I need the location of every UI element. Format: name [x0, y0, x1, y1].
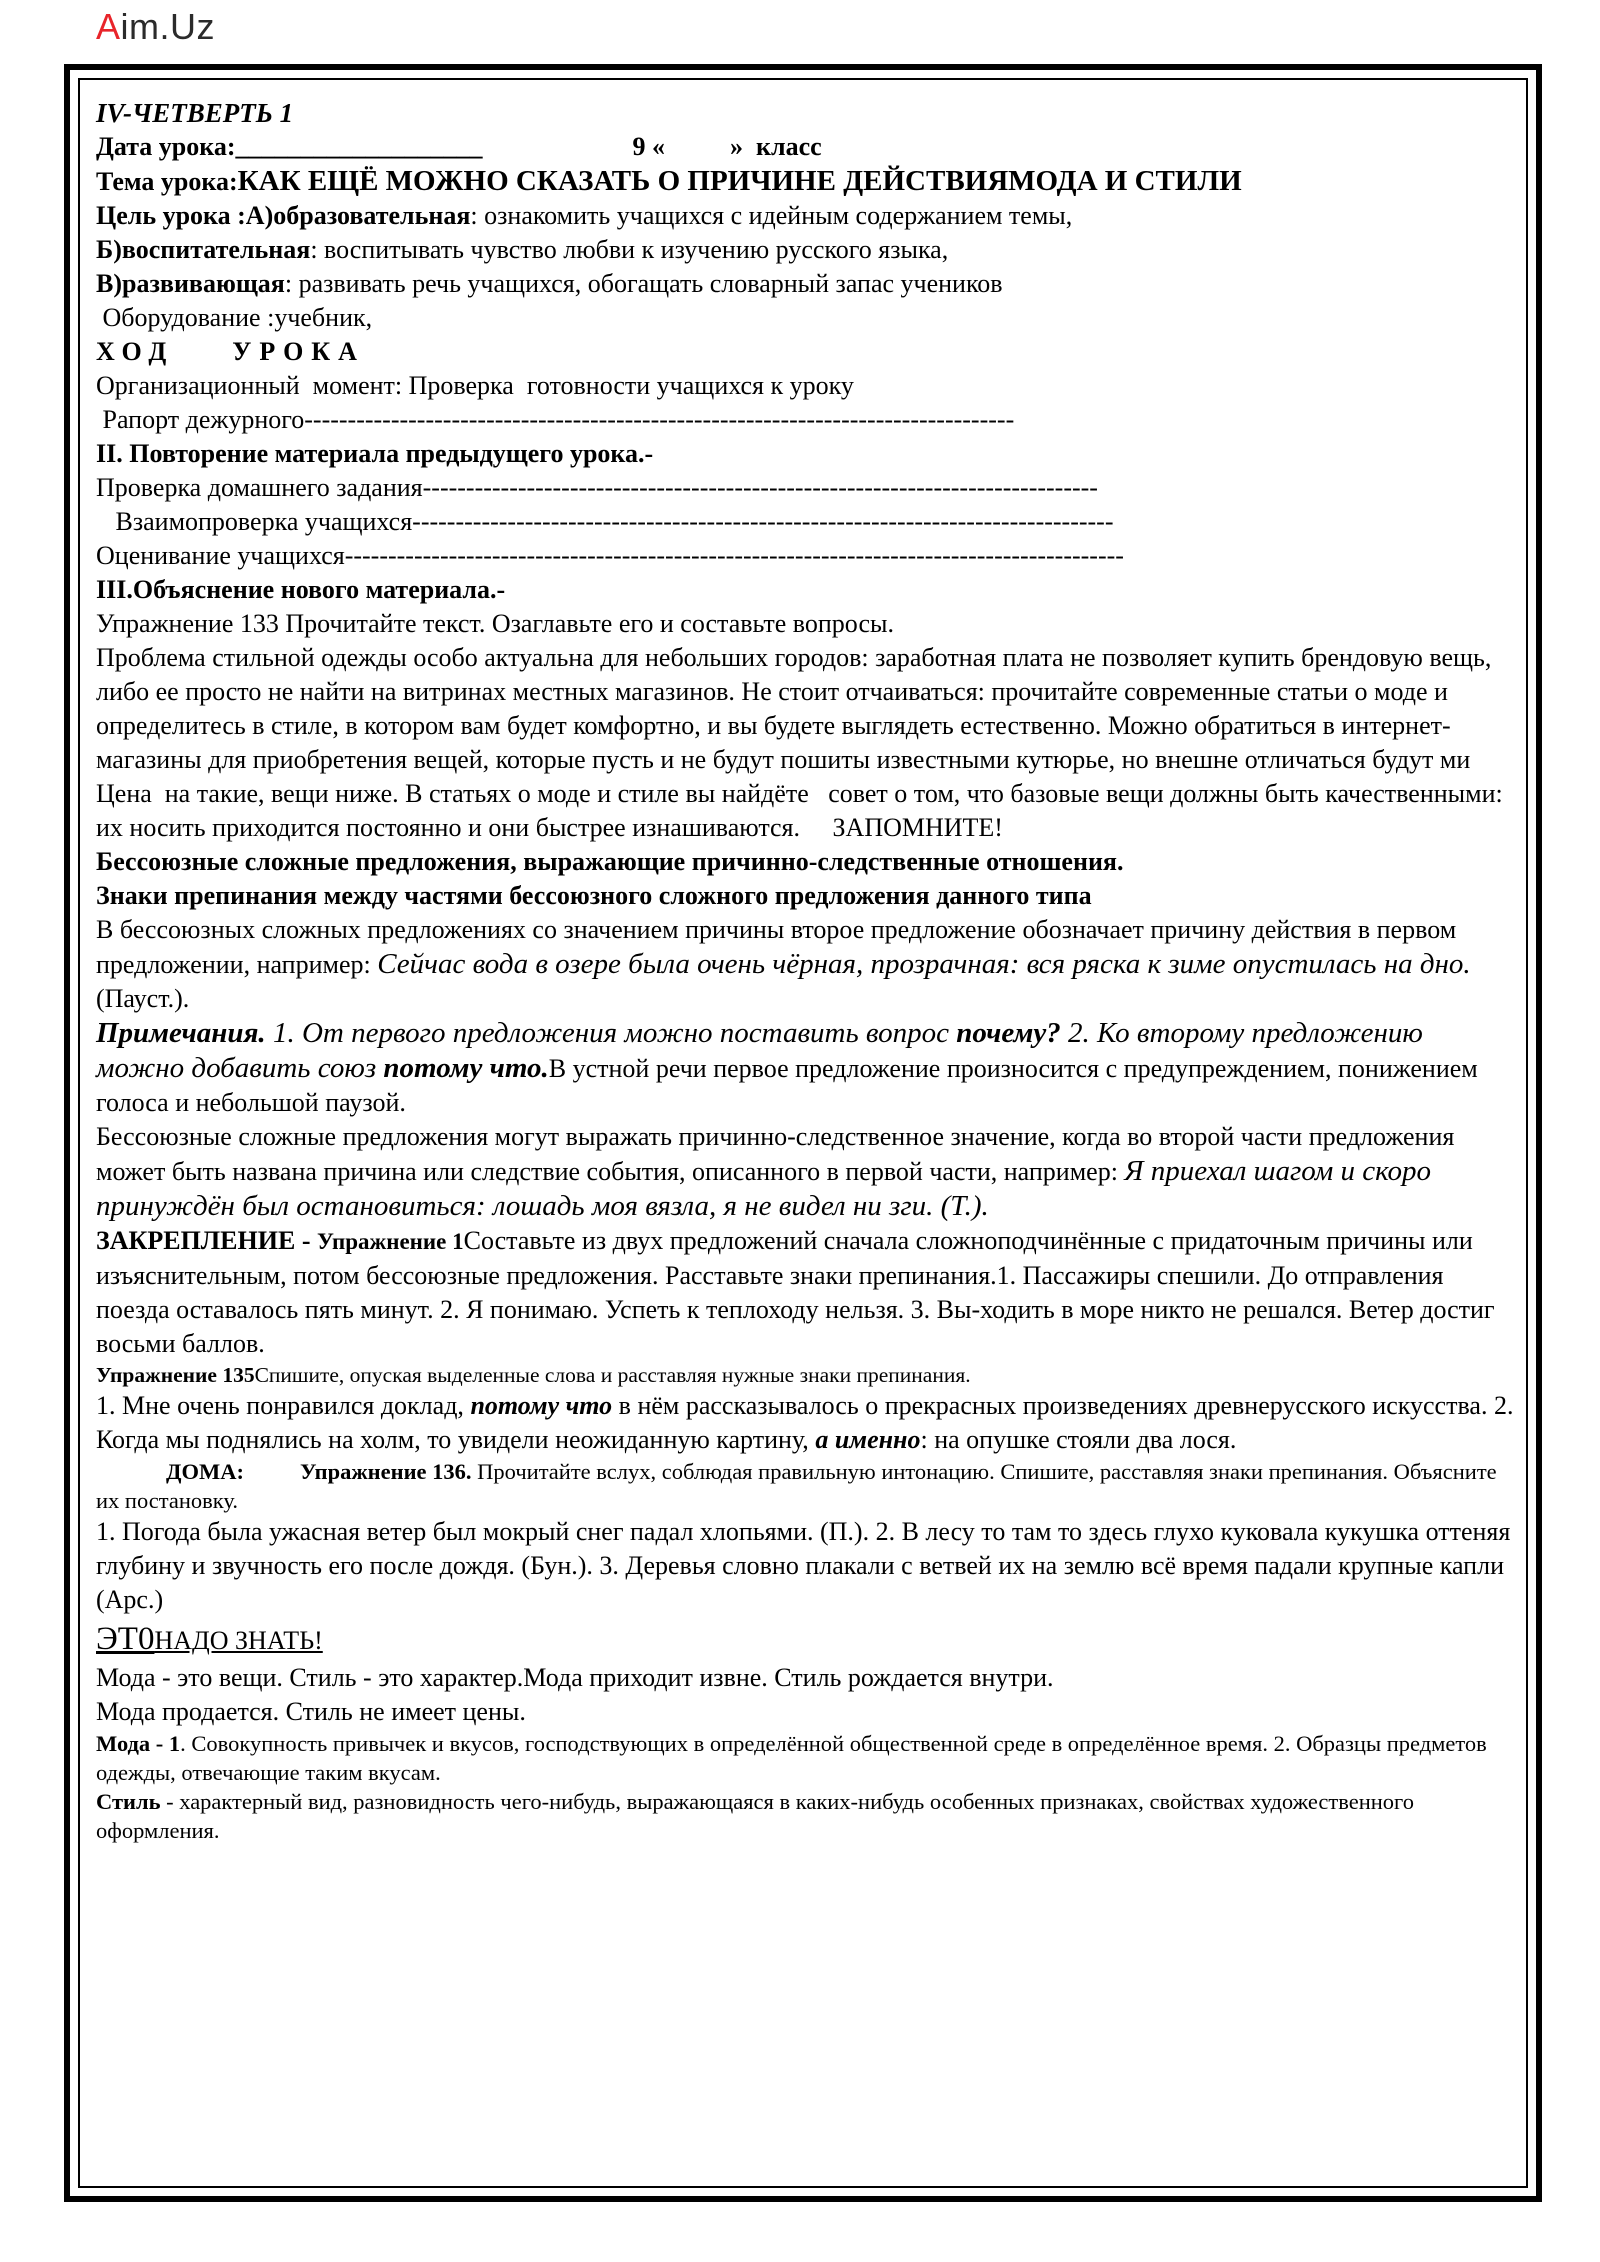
exercise-135-sentences — [96, 1389, 1516, 1457]
rule-example: Сейчас вода в озере была очень чёрная, прозрачная: вся ряска к зиме опустилась на дно. — [377, 948, 1471, 980]
fix-label: ЗАКРЕПЛЕНИЕ — [96, 1226, 296, 1255]
must-know-heading — [96, 1619, 1516, 1661]
note-why: почему? — [956, 1017, 1061, 1049]
style-label: Стиль — [96, 1789, 161, 1814]
class-label: 9 « » класс — [632, 132, 822, 161]
note-paragraph — [96, 1016, 1516, 1120]
homework-task — [96, 1457, 1516, 1515]
educ-label: Б)воспитательная — [96, 235, 311, 264]
note-label: Примечания. — [96, 1017, 266, 1049]
rule-title-1: Бессоюзные сложные предложения, выражающие причинно-следственные отношения. — [96, 847, 1124, 876]
fashion-line-2: Мода продается. Стиль не имеет цены. — [96, 1697, 526, 1726]
org-moment: Организационный момент: Проверка готовности учащихся к уроку — [96, 371, 854, 400]
fashion-line-1: Мода - это вещи. Стиль - это характер.Мода приходит извне. Стиль рождается внутри. — [96, 1663, 1054, 1692]
goal-label: Цель урока :А)образовательная — [96, 201, 471, 230]
date-label: Дата урока:___________________ — [96, 132, 483, 161]
home-exercise-label: Упражнение 136. — [299, 1459, 472, 1484]
ex135-part-3: : на опушке стояли два лося. — [920, 1425, 1237, 1454]
fix-dash: - — [295, 1226, 317, 1255]
moda-definition — [96, 1729, 1516, 1787]
logo-letter: A — [96, 6, 121, 47]
style-definition — [96, 1787, 1516, 1845]
topic-line — [96, 164, 1516, 199]
section-2-title: II. Повторение материала предыдущего урока.- — [96, 439, 654, 468]
para2-text: Бессоюзные сложные предложения могут выражать причинно-следственное значение, когда во второй части предложения может быть названа причина или следствие события, описанного в первой части, например: — [96, 1122, 1455, 1186]
cause-effect-paragraph — [96, 1120, 1516, 1224]
must-know-big: ЭТ0 — [96, 1621, 155, 1657]
ex135-label: Упражнение 135 — [96, 1363, 255, 1387]
rule-source: (Пауст.). — [96, 984, 190, 1013]
must-know-small: НАДО ЗНАТЬ! — [154, 1626, 323, 1655]
para2-example: Я приехал шагом и скоро принуждён был остановиться: лошадь моя вязла, я не видел ни зги. (Т.). — [96, 1155, 1432, 1222]
moda-label: Мода - 1 — [96, 1731, 181, 1756]
rule-text: В бессоюзных сложных предложениях со значением причины второе предложение обозначает причину действия в первом предложении, например: — [96, 915, 1457, 979]
exercise-133-task: Упражнение 133 Прочитайте текст. Озаглавьте его и составьте вопросы. — [96, 609, 894, 638]
course-title: ХОД УРОКА — [96, 337, 365, 366]
ex135-part-2: в нём рассказывалось о прекрасных произведениях древнерусского искусства. 2. Когда мы поднялись на холм, то увидели неожиданную картину, — [96, 1391, 1514, 1454]
lesson-plan — [96, 96, 1516, 1845]
fix-paragraph — [96, 1224, 1516, 1361]
note-oral: В устной речи первое предложение произносится с предупреждением, понижением голоса и небольшой паузой. — [96, 1054, 1478, 1117]
home-text: Прочитайте вслух, соблюдая правильную интонацию. Спишите, расставляя знаки препинания. Объясните их постановку. — [96, 1459, 1497, 1513]
peer-check-line: Взаимопроверка учащихся--------------------------------------------------------------------------------- — [96, 507, 1114, 536]
section-3-title: III.Объяснение нового материала.- — [96, 575, 506, 604]
homework-check-line: Проверка домашнего задания------------------------------------------------------------------------------ — [96, 473, 1098, 502]
report-line: Рапорт дежурного---------------------------------------------------------------------------------- — [96, 405, 1015, 434]
goal-text: : ознакомить учащихся с идейным содержанием темы, — [470, 201, 1073, 230]
exercise-133-text: Проблема стильной одежды особо актуальна для небольших городов: заработная плата не позволяет купить брендовую вещь, либо ее просто не найти на витринах местных магазинов. Не стоит отчаиваться: прочитайте современные статьи о моде и определитесь в стиле, в котором вам будет комфортно, и вы будете выглядеть естественно. Можно обратиться в интернет- магазины для приобретения вещей, которые пусть и не будут пошиты известными кутюрье, но внешне отличаться будут ми Цена на такие, вещи ниже. В статьях о моде и стиле вы найдёте совет о том, что базовые вещи должны быть качественными: их носить приходится постоянно и они быстрее изнашиваются. ЗАПОМНИТЕ! — [96, 643, 1516, 842]
ex135-text: Спишите, опуская выделенные слова и расставляя нужные знаки препинания. — [254, 1363, 971, 1387]
dev-line — [96, 267, 1516, 301]
moda-def: . Совокупность привычек и вкусов, господствующих в определённой общественной среде в определённое время. 2. Образцы предметов одежды, отвечающие таким вкусам. — [96, 1731, 1487, 1785]
note-2: 2. Ко второму предложению можно добавить союз — [96, 1017, 1423, 1084]
exercise-135-task — [96, 1361, 1516, 1389]
topic-label: Тема урока: — [96, 167, 238, 196]
equipment-line: Оборудование :учебник, — [96, 303, 373, 332]
note-1: 1. От первого предложения можно поставить вопрос — [265, 1017, 957, 1049]
educ-text: : воспитывать чувство любви к изучению русского языка, — [310, 235, 949, 264]
date-line — [96, 130, 1516, 164]
homework-sentences: 1. Погода была ужасная ветер был мокрый снег падал хлопьями. (П.). 2. В лесу то там то здесь глухо куковала кукушка оттеняя глубину и звучность его после дождя. (Бун.). 3. Деревья словно плакали с ветвей их на землю всё время падали крупные капли (Арс.) — [96, 1517, 1511, 1614]
style-def: - характерный вид, разновидность чего-нибудь, выражающаяся в каких-нибудь особенных признаках, свойствах художественного оформления. — [96, 1789, 1414, 1843]
dev-label: В)развивающая — [96, 269, 285, 298]
logo-text: im.Uz — [120, 6, 216, 47]
rule-paragraph — [96, 913, 1516, 1016]
ex135-bold-2: а именно — [815, 1425, 921, 1454]
topic-text: КАК ЕЩЁ МОЖНО СКАЗАТЬ О ПРИЧИНЕ ДЕЙСТВИЯМОДА И СТИЛИ — [237, 165, 1242, 197]
quarter-title: IV-ЧЕТВЕРТЬ 1 — [96, 98, 294, 128]
grading-line: Оценивание учащихся------------------------------------------------------------------------------------------ — [96, 541, 1124, 570]
educ-line — [96, 233, 1516, 267]
fix-exercise-label: Упражнение 1 — [316, 1229, 464, 1254]
ex135-part-1: 1. Мне очень понравился доклад, — [96, 1391, 471, 1420]
dev-text: : развивать речь учащихся, обогащать словарный запас учеников — [284, 269, 1003, 298]
site-logo — [96, 6, 215, 48]
home-label: ДОМА: — [166, 1459, 244, 1484]
rule-title-2: Знаки препинания между частями бессоюзного сложного предложения данного типа — [96, 881, 1092, 910]
ex135-bold-1: потому что — [470, 1391, 613, 1420]
fix-text: Составьте из двух предложений сначала сложноподчинённые с придаточным причины или изъяснительным, потом бессоюзные предложения. Расставьте знаки препинания.1. Пассажиры спешили. До отправления поезда оставалось пять минут. 2. Я понимаю. Успеть к теплоходу нельзя. 3. Вы-ходить в море никто не решался. Ветер достиг восьми баллов. — [96, 1226, 1495, 1358]
note-because: потому что. — [383, 1052, 549, 1084]
goal-line — [96, 199, 1516, 233]
